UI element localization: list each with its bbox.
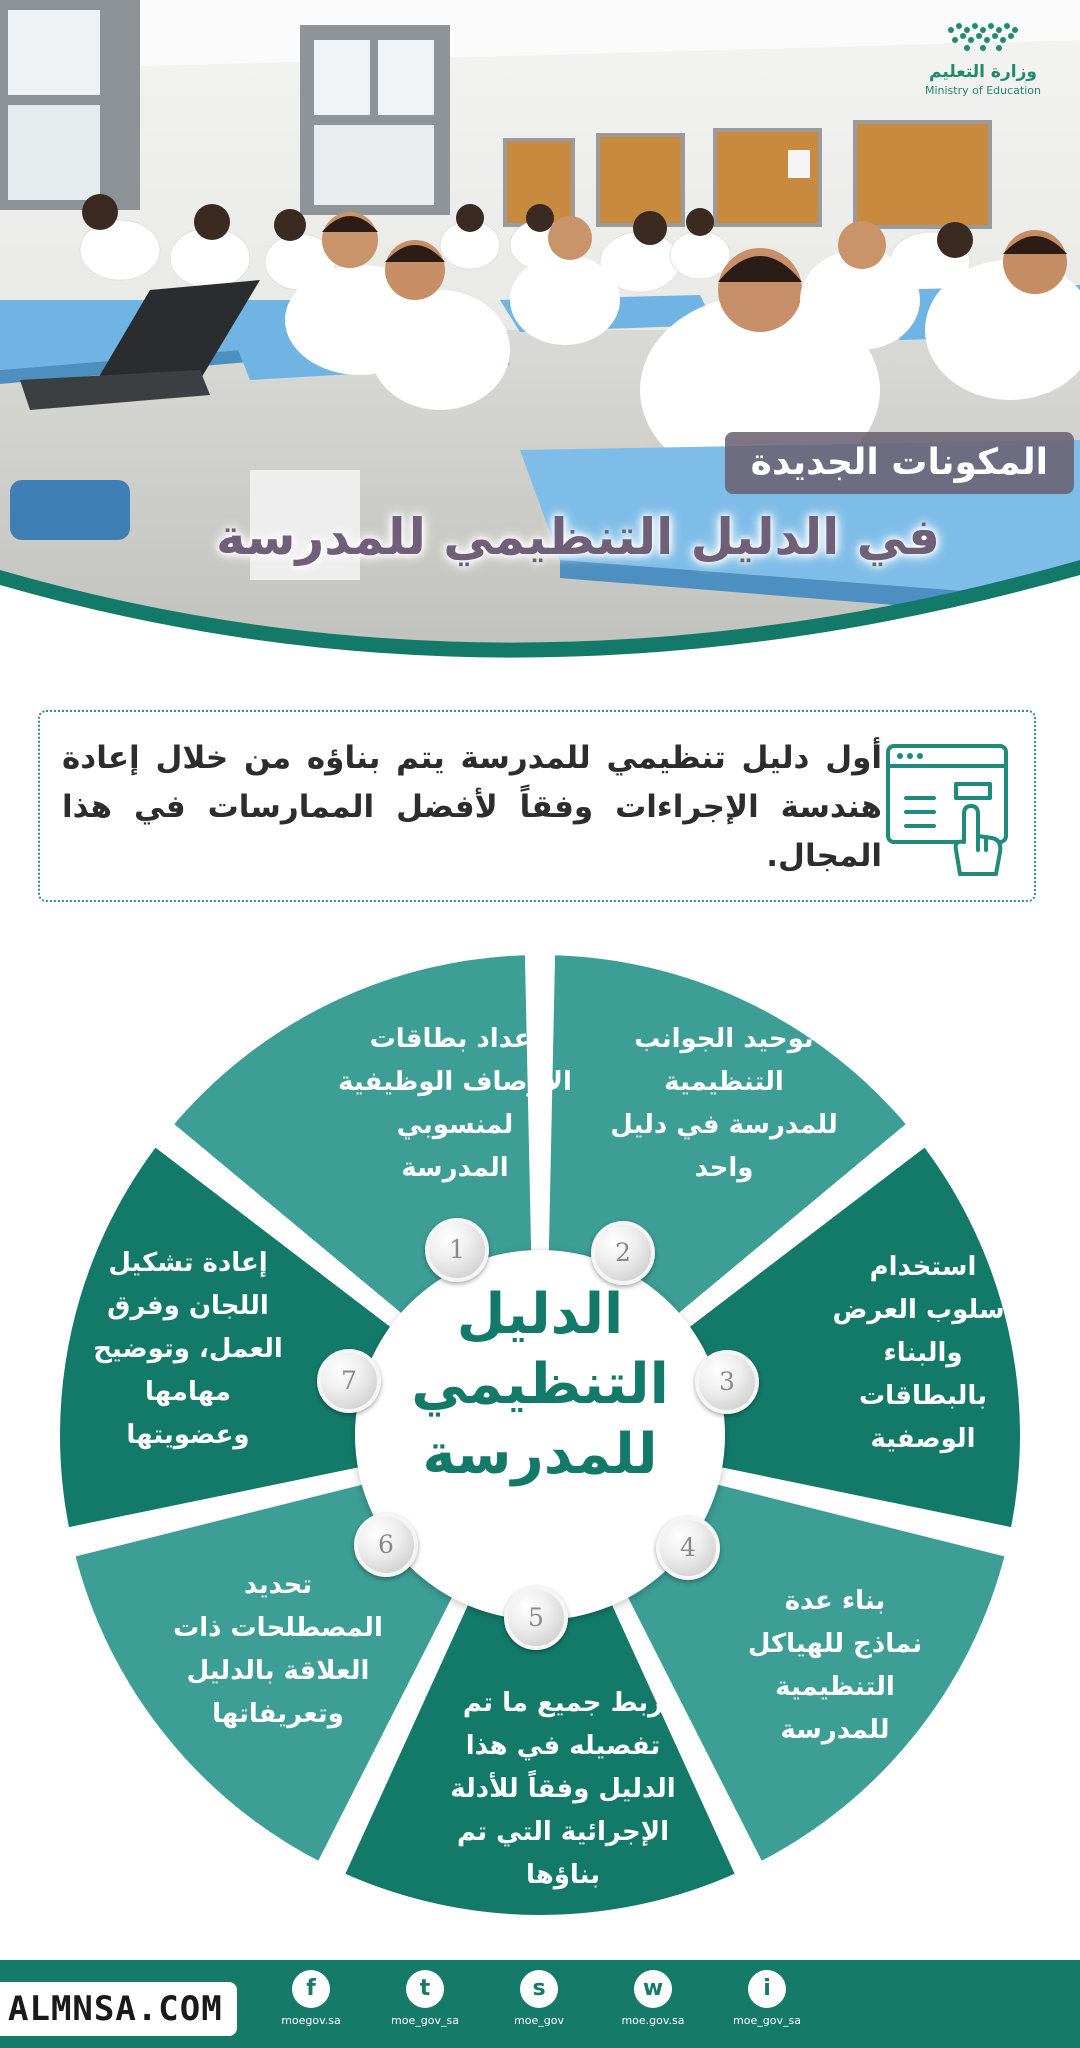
twitter-link[interactable] <box>370 1970 480 2027</box>
wheel-center-title: الدليل التنظيمي للمدرسة <box>411 1282 669 1487</box>
facebook-label: moegov.sa <box>281 2014 341 2027</box>
segment-7-text: إعادة تشكيل اللجان وفرق العمل، وتوضيح مهامها وعضويتها <box>93 1248 283 1450</box>
segment-3-text: استخدام أسلوب العرض والبناء بالبطاقات الوصفية <box>832 1252 1014 1454</box>
intro-box <box>38 710 1036 902</box>
instagram-label: moe_gov_sa <box>733 2014 801 2027</box>
segment-1-text: إعداد بطاقات الأوصاف الوظيفية لمنسوبي المدرسة <box>338 1024 572 1183</box>
segment-3-number-badge: 3 <box>695 1350 759 1414</box>
components-wheel <box>0 930 1080 1930</box>
segment-2-number-badge: 2 <box>591 1221 655 1285</box>
header-line-2: في الدليل التنظيمي للمدرسة <box>216 508 940 566</box>
twitter-label: moe_gov_sa <box>391 2014 459 2027</box>
segment-4-text: بناء عدة نماذج للهياكل التنظيمية للمدرسة <box>747 1586 923 1745</box>
segment-2-text: توحيد الجوانب التنظيمية للمدرسة في دليل واحد <box>610 1024 838 1183</box>
intro-text: أول دليل تنظيمي للمدرسة يتم بناؤه من خلال إعادة هندسة الإجراءات وفقاً لأفضل الممارسات في هذا المجال. <box>62 740 882 874</box>
facebook-link[interactable] <box>256 1970 366 2027</box>
segment-7-number-badge: 7 <box>317 1349 381 1413</box>
twitter-icon: t <box>406 1970 444 2008</box>
website-label: moe.gov.sa <box>621 2014 685 2027</box>
footer-bar <box>0 1960 1080 2048</box>
classroom-photo <box>0 0 1080 680</box>
website-link[interactable] <box>598 1970 708 2027</box>
header-line-1: المكونات الجديدة <box>725 432 1074 494</box>
ministry-name-english: Ministry of Education <box>924 84 1041 97</box>
snapchat-link[interactable] <box>484 1970 594 2027</box>
segment-5-text: ربط جميع ما تم تفصيله في هذا الدليل وفقاً للأدلة الإجرائية التي تم بناؤها <box>450 1688 676 1890</box>
snapchat-icon: s <box>520 1970 558 2008</box>
ministry-emblem-icon <box>943 18 1023 56</box>
segment-4-number-badge: 4 <box>656 1516 720 1580</box>
segment-6-number-badge: 6 <box>354 1513 418 1577</box>
segment-6-text: تحديد المصطلحات ذات العلاقة بالدليل وتعريفاتها <box>173 1570 383 1729</box>
site-brand-watermark: ALMNSA.COM <box>0 1982 237 2036</box>
ministry-logo <box>908 18 1058 97</box>
browser-hand-click-icon <box>884 740 1012 880</box>
ministry-name-arabic: وزارة التعليم <box>929 62 1037 82</box>
instagram-icon: i <box>748 1970 786 2008</box>
facebook-icon: f <box>292 1970 330 2008</box>
website-icon: w <box>634 1970 672 2008</box>
segment-1-number-badge: 1 <box>425 1218 489 1282</box>
hero-banner <box>0 0 1080 680</box>
segment-5-number-badge: 5 <box>504 1586 568 1650</box>
snapchat-label: moe_gov <box>514 2014 564 2027</box>
instagram-link[interactable] <box>712 1970 822 2027</box>
